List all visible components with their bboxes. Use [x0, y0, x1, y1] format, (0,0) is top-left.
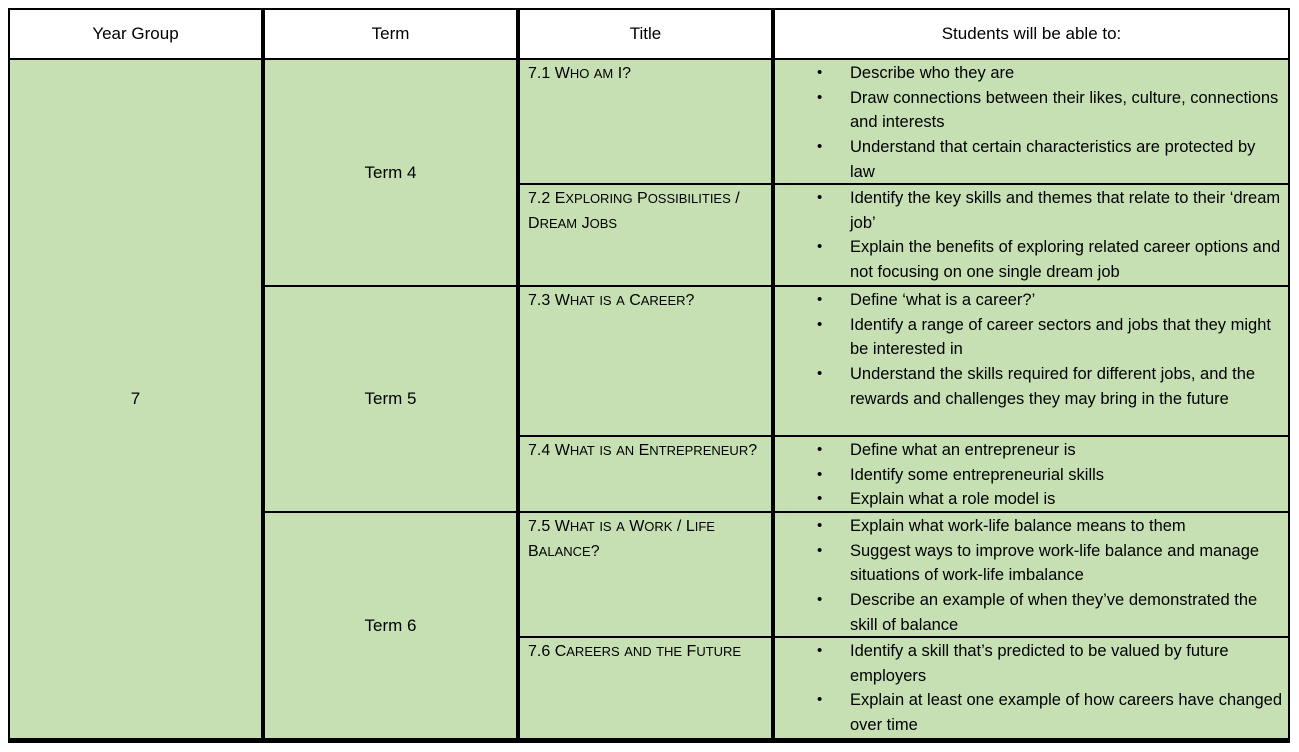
outcome-item: • Describe who they are	[775, 61, 1284, 86]
topic-name: WHO AM I?	[554, 65, 632, 82]
topic-number: 7.6	[528, 643, 551, 660]
outcome-item: • Identify some entrepreneurial skills	[775, 463, 1284, 488]
outcome-list	[775, 61, 1284, 183]
outcomes-cell	[775, 185, 1288, 285]
term-cell-5: Term 5	[265, 287, 516, 511]
outcome-item: • Suggest ways to improve work-life balance and manage situations of work-life imbalance	[775, 539, 1284, 588]
outcome-item: • Explain the benefits of exploring related career options and not focusing on one single dream job	[775, 235, 1284, 284]
outcomes-cell	[775, 60, 1288, 183]
outcome-item: • Explain what a role model is	[775, 487, 1284, 511]
topic-name: WHAT IS A WORK / LIFE BALANCE?	[528, 518, 715, 560]
topic-number: 7.3	[528, 292, 551, 309]
outcome-item: • Draw connections between their likes, culture, connections and interests	[775, 86, 1284, 135]
outcome-list	[775, 639, 1284, 738]
outcome-item: • Define ‘what is a career?’	[775, 288, 1284, 313]
topic-name: CAREERS AND THE FUTURE	[554, 643, 742, 660]
header-term: Term	[265, 10, 516, 58]
topic-title	[520, 287, 771, 435]
outcome-item: • Understand that certain characteristics are protected by law	[775, 135, 1284, 183]
header-year-group: Year Group	[10, 10, 261, 58]
header-title: Title	[520, 10, 771, 58]
outcome-item: • Identify the key skills and themes that relate to their ‘dream job’	[775, 186, 1284, 235]
outcome-list	[775, 186, 1284, 285]
outcomes-cell	[775, 437, 1288, 511]
outcome-item: • Explain at least one example of how careers have changed over time	[775, 688, 1284, 737]
topic-number: 7.1	[528, 65, 551, 82]
outcome-item: • Identify a skill that’s predicted to be valued by future employers	[775, 639, 1284, 688]
outcome-item: • Define what an entrepreneur is	[775, 438, 1284, 463]
outcome-list	[775, 438, 1284, 511]
header-outcomes: Students will be able to:	[775, 10, 1288, 58]
topic-number: 7.4	[528, 442, 551, 459]
topic-number: 7.5	[528, 518, 551, 535]
topic-number: 7.2	[528, 190, 551, 207]
outcomes-cell	[775, 638, 1288, 738]
topic-title	[520, 437, 771, 511]
term-cell-4: Term 4	[265, 60, 516, 285]
outcomes-cell	[775, 513, 1288, 636]
outcome-item: • Describe an example of when they’ve demonstrated the skill of balance	[775, 588, 1284, 636]
outcome-list	[775, 514, 1284, 636]
year-group-cell: 7	[10, 60, 261, 738]
outcome-item: • Explain what work-life balance means to them	[775, 514, 1284, 539]
topic-name: WHAT IS AN ENTREPRENEUR?	[554, 442, 758, 459]
outcome-item: • Understand the skills required for different jobs, and the rewards and challenges they may bring in the future	[775, 362, 1284, 411]
term-cell-6: Term 6	[265, 513, 516, 738]
topic-name: EXPLORING POSSIBILITIES / DREAM JOBS	[528, 190, 740, 232]
topic-title	[520, 185, 771, 285]
topic-title	[520, 513, 771, 636]
topic-title	[520, 60, 771, 183]
topic-title	[520, 638, 771, 738]
outcomes-cell	[775, 287, 1288, 435]
outcome-item: • Identify a range of career sectors and jobs that they might be interested in	[775, 313, 1284, 362]
curriculum-table	[8, 8, 1290, 743]
outcome-list	[775, 288, 1284, 412]
topic-name: WHAT IS A CAREER?	[554, 292, 695, 309]
